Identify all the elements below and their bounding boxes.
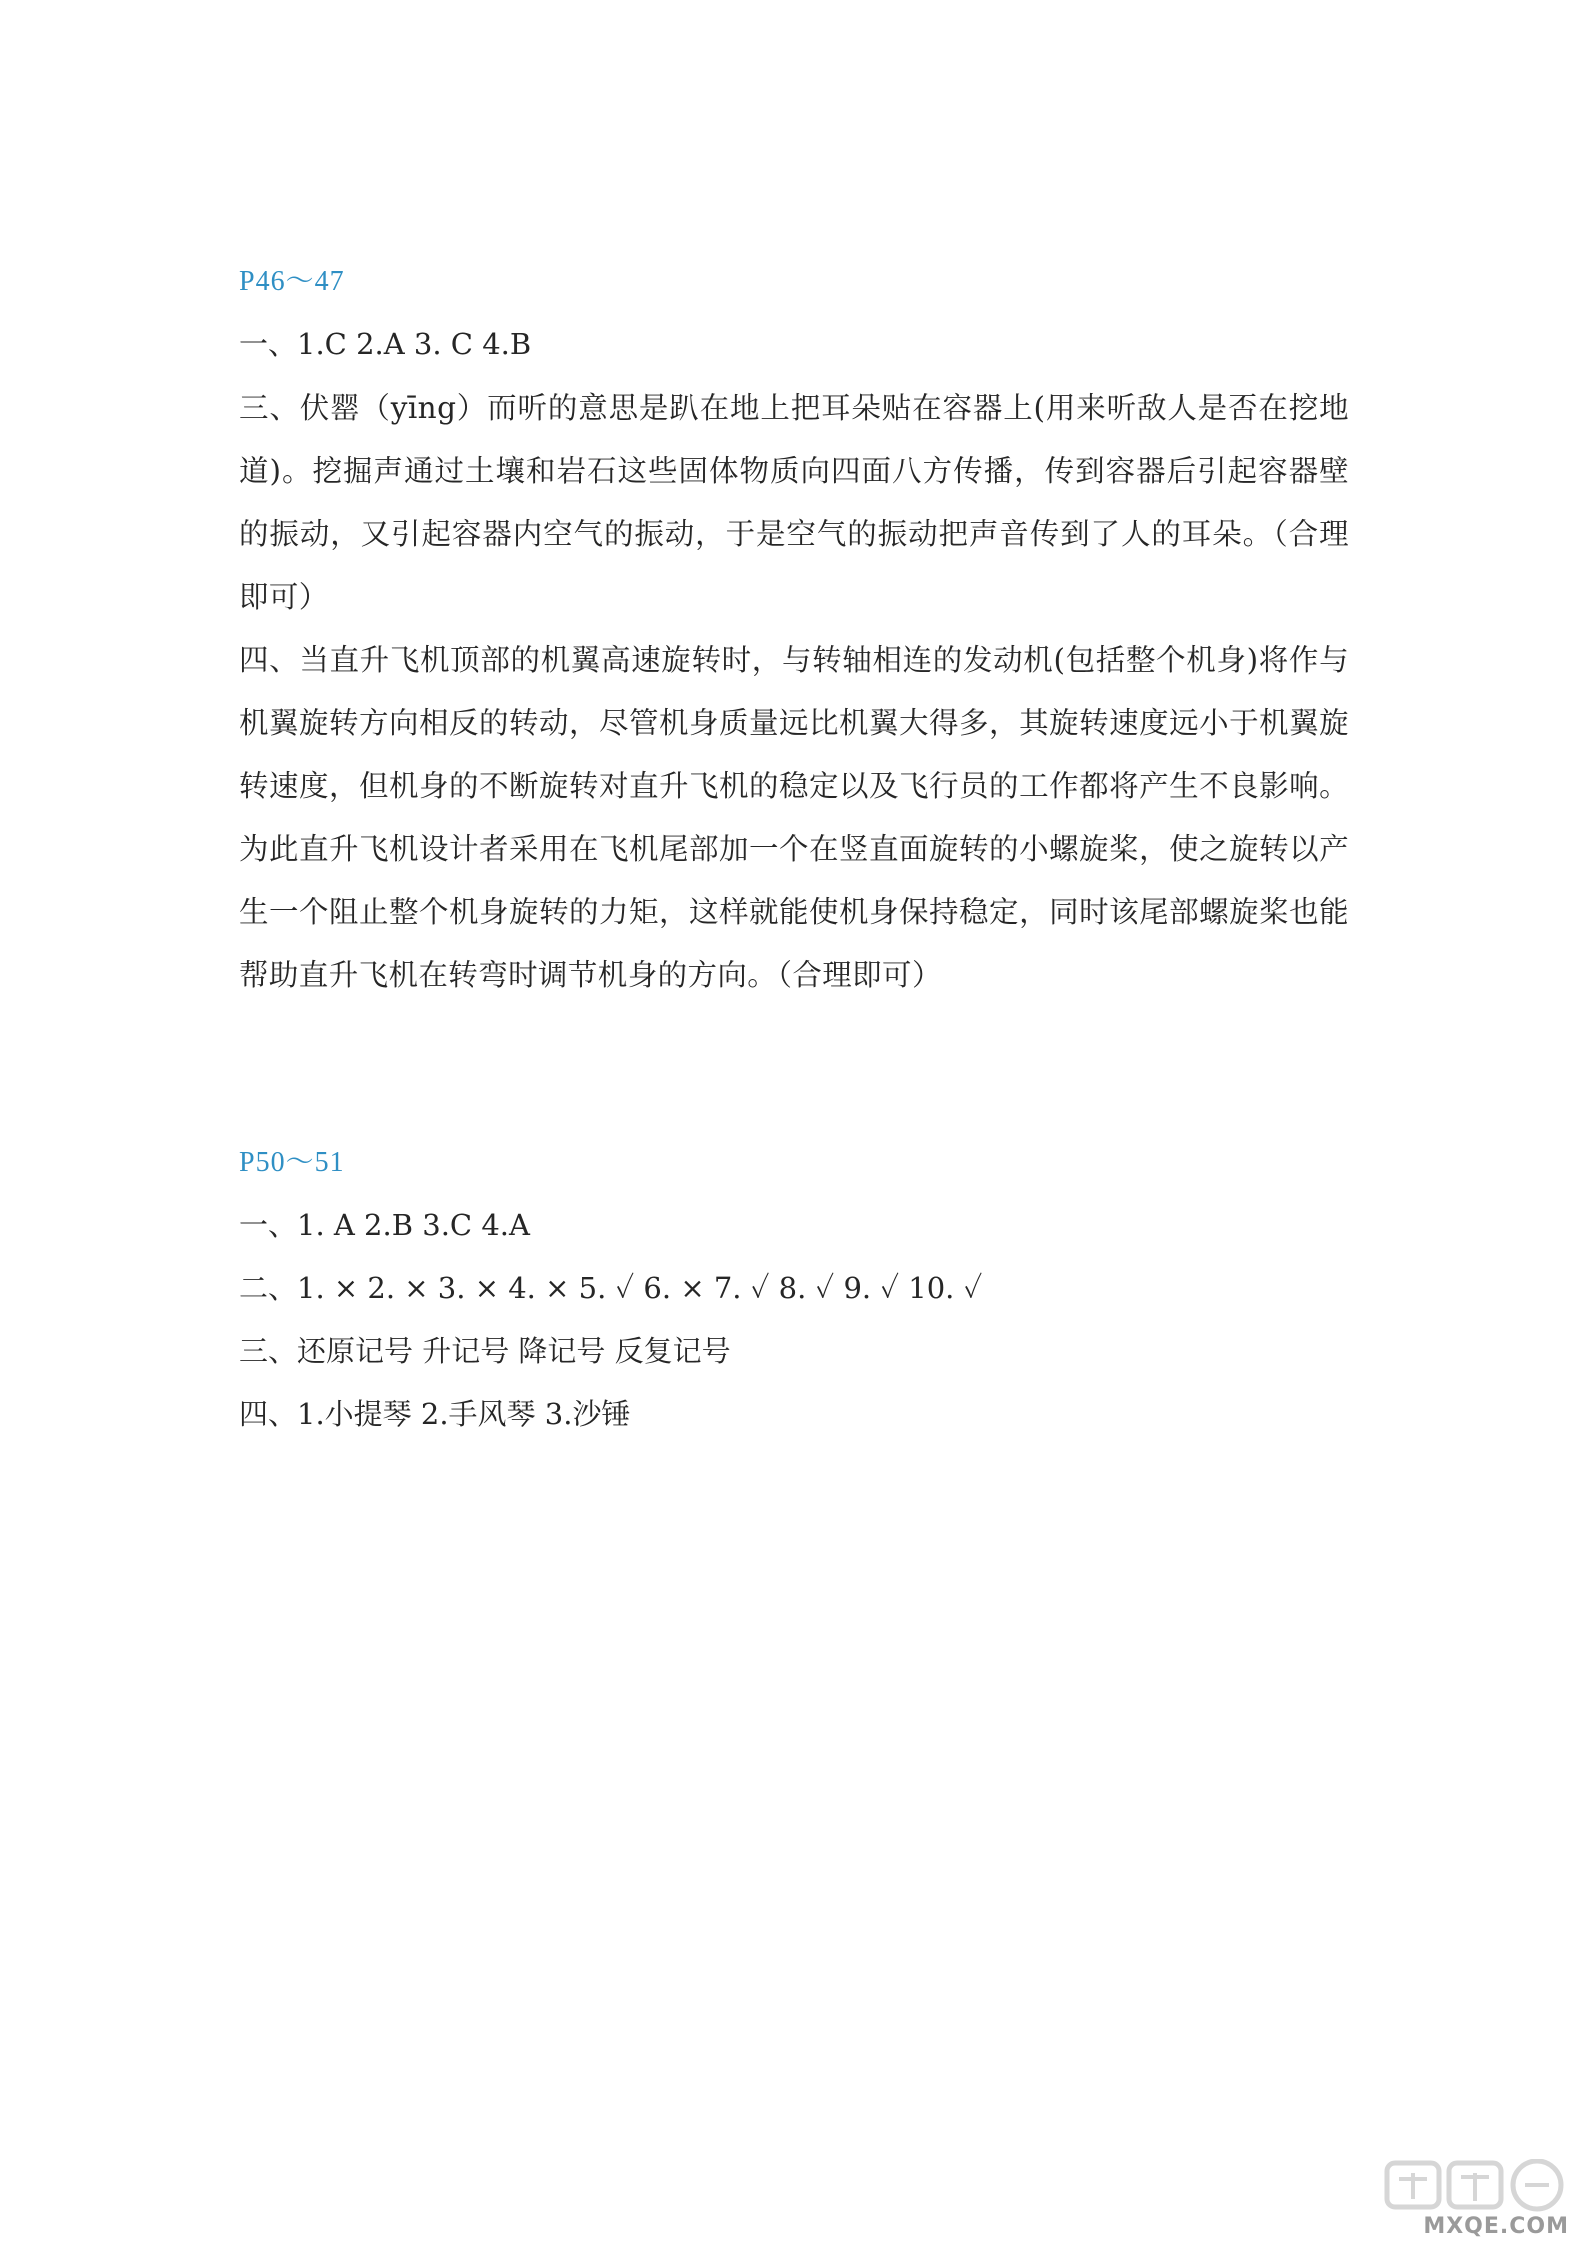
- answer-part-4: 四、当直升飞机顶部的机翼高速旋转时，与转轴相连的发动机(包括整个机身)将作与机翼旋转方向相反的转动，尽管机身质量远比机翼大得多，其旋转速度远小于机翼旋转速度，但机身的不断旋转对直升飞机的稳定以及飞行员的工作都将产生不良影响。为此直升飞机设计者采用在飞机尾部加一个在竖直面旋转的小螺旋桨，使之旋转以产生一个阻止整个机身旋转的力矩，这样就能使机身保持稳定，同时该尾部螺旋桨也能帮助直升飞机在转弯时调节机身的方向。（合理即可）: [239, 643, 1349, 992]
- answer-part-2: 二、1. × 2. × 3. × 4. × 5. ✓ 6. × 7. ✓ 8. ✓ 9. ✓ 10. ✓: [239, 1271, 983, 1305]
- section-p50-51: [239, 1143, 1349, 1457]
- section-heading: P50～51: [239, 1147, 345, 1178]
- section-p46-47: [239, 262, 1349, 1007]
- answer-part-3: 三、还原记号 升记号 降记号 反复记号: [239, 1334, 731, 1368]
- answer-part-3: 三、伏罂（yīng）而听的意思是趴在地上把耳朵贴在容器上(用来听敌人是否在挖地道)。挖掘声通过土壤和岩石这些固体物质向四面八方传播，传到容器后引起容器壁的振动，又引起容器内空气的振动，于是空气的振动把声音传到了人的耳朵。（合理即可）: [239, 391, 1349, 614]
- answer-part-1: 一、1.C 2.A 3. C 4.B: [239, 327, 532, 361]
- section-heading: P46～47: [239, 266, 345, 297]
- answer-part-4: 四、1.小提琴 2.手风琴 3.沙锤: [239, 1397, 631, 1431]
- watermark-text: MXQE.COM: [1423, 2214, 1569, 2239]
- answer-part-1: 一、1. A 2.B 3.C 4.A: [239, 1208, 530, 1242]
